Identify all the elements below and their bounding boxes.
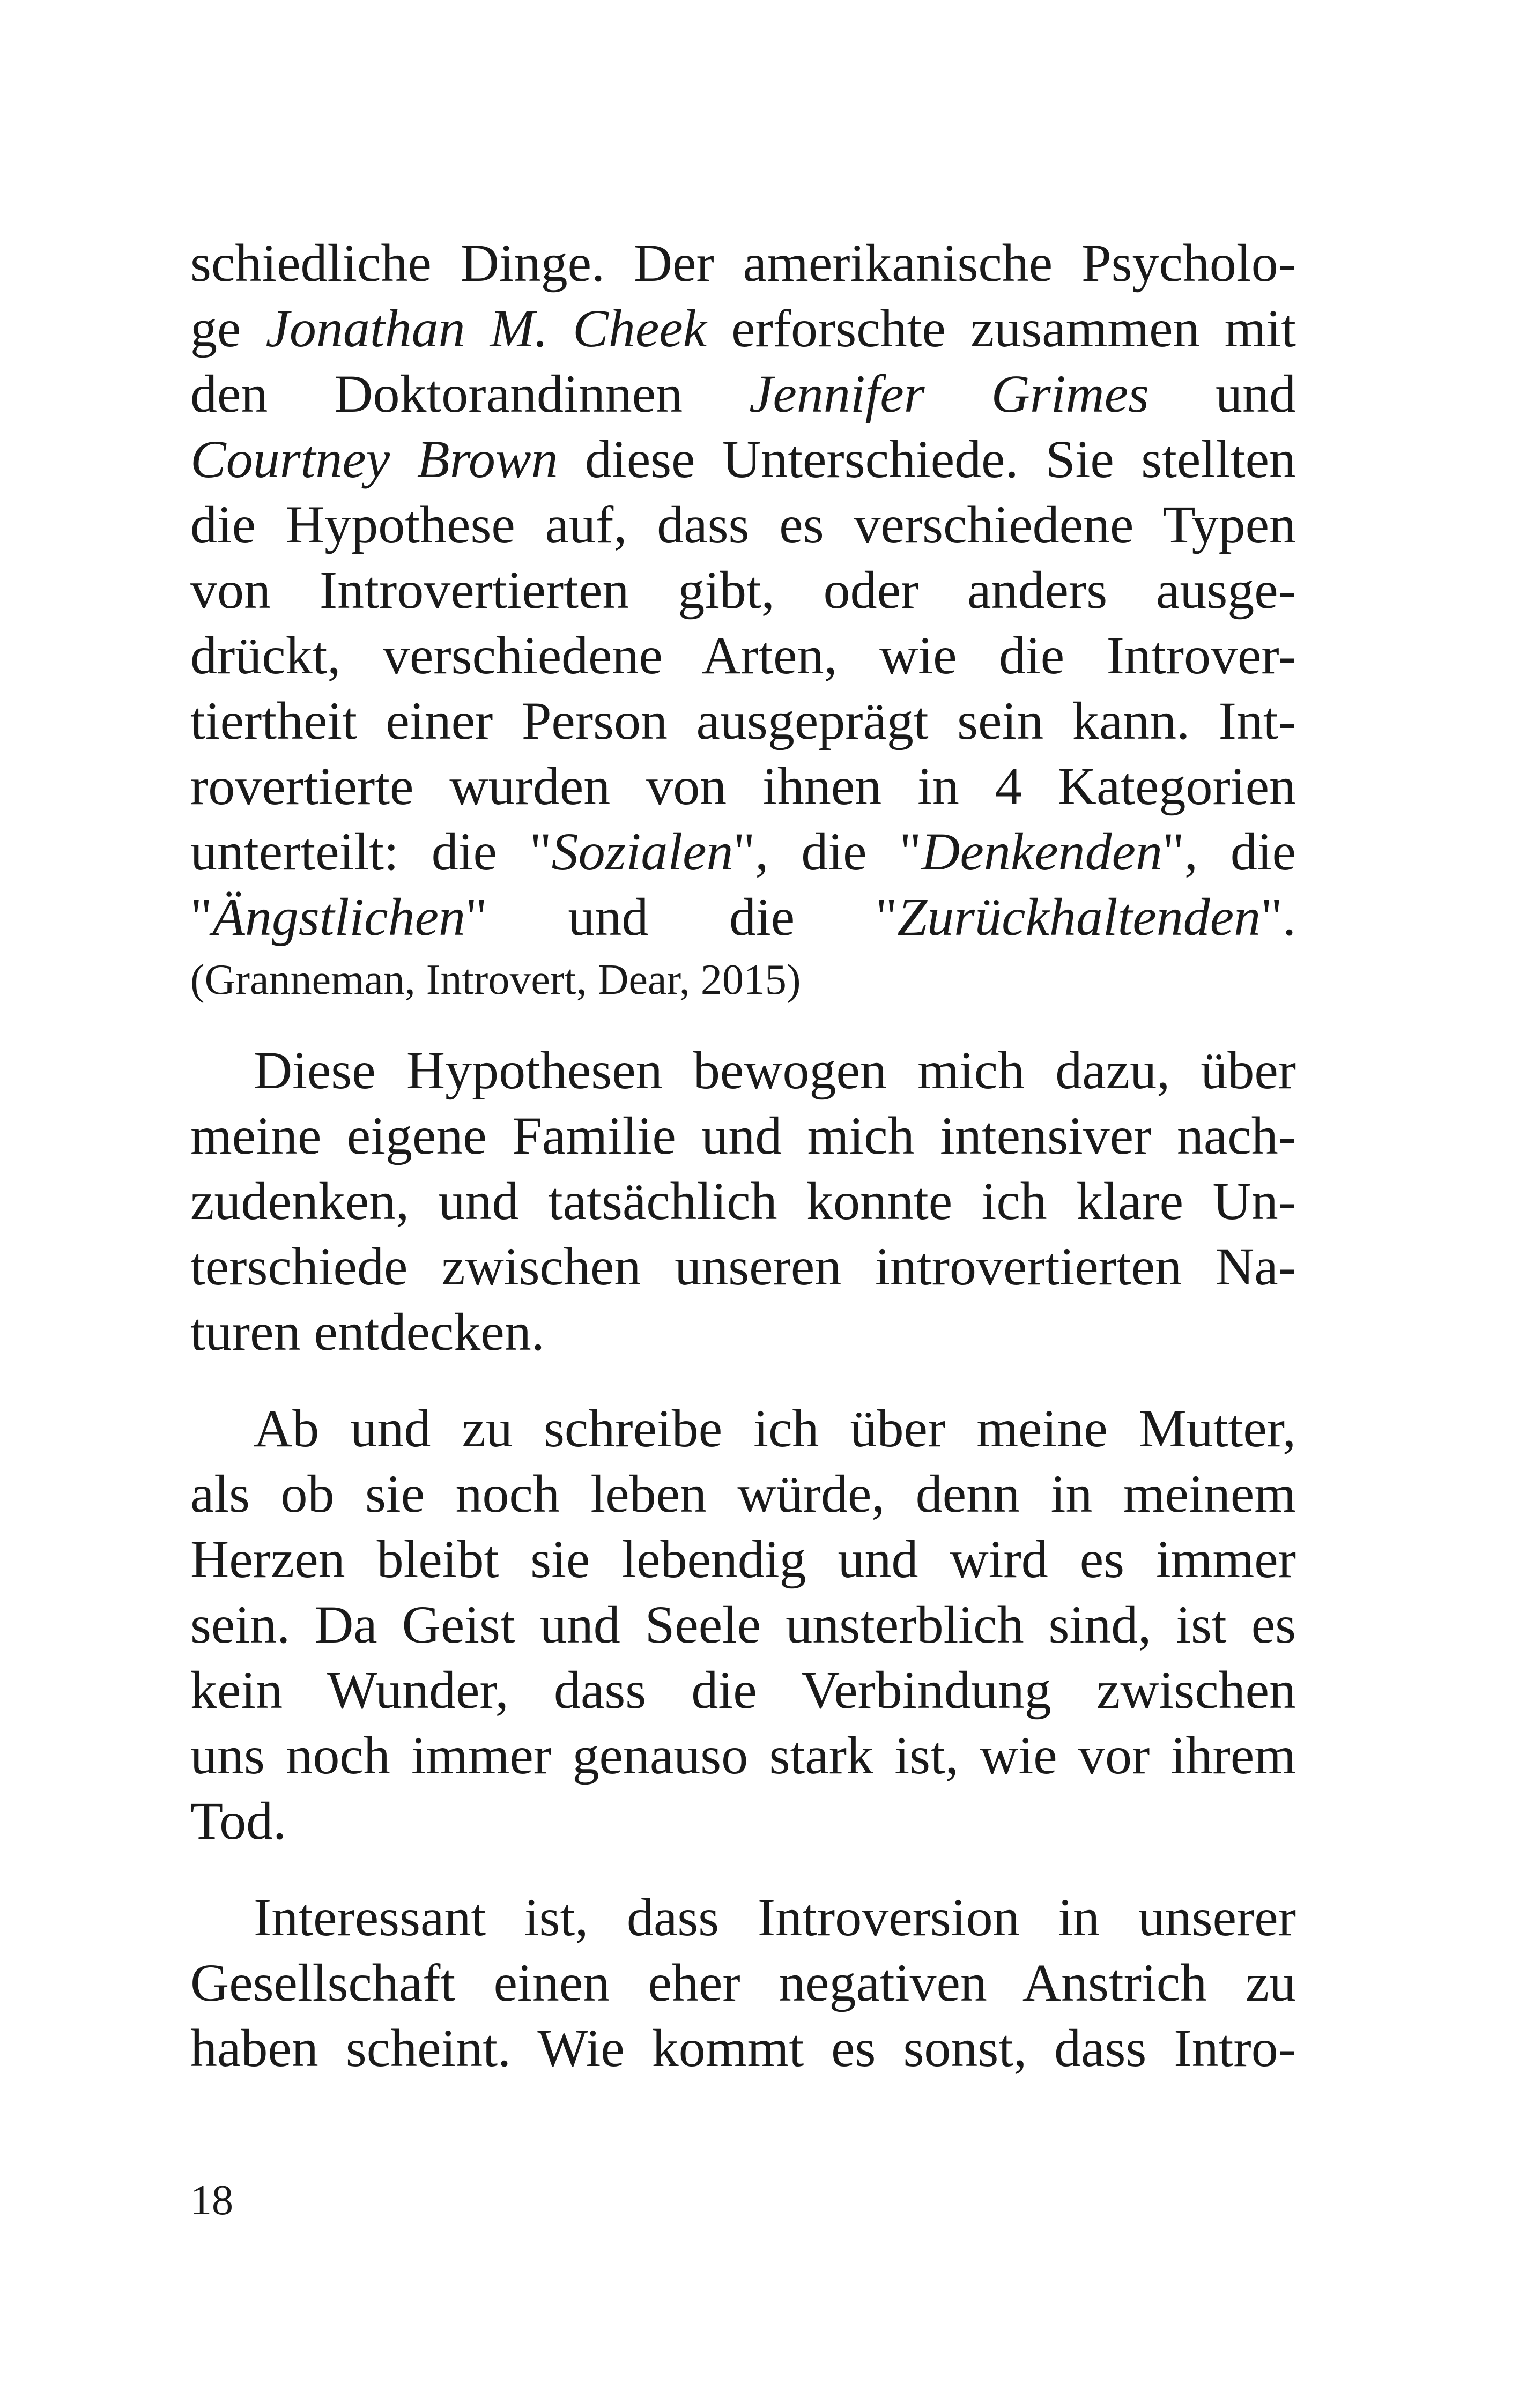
- text-line: Tod.: [190, 1791, 287, 1850]
- text-line: als ob sie noch leben würde, denn in meinem: [190, 1464, 1296, 1523]
- text-line: rovertierte wurden von ihnen in 4 Kategorien: [190, 756, 1296, 816]
- text-line: schiedliche Dinge. Der amerikanische Psycholo-: [190, 233, 1296, 293]
- text-line: turen entdecken.: [190, 1302, 545, 1362]
- text-line: ge Jonathan M. Cheek erforschte zusammen mit: [190, 299, 1296, 358]
- text-line: sein. Da Geist und Seele unsterblich sind, ist es: [190, 1595, 1296, 1654]
- author-name: Courtney Brown: [190, 429, 558, 489]
- category-term: Zurückhaltenden: [897, 887, 1261, 947]
- text-line: "Ängstlichen" und die "Zurückhaltenden".: [190, 887, 1296, 947]
- text-line: meine eigene Familie und mich intensiver nach-: [190, 1106, 1296, 1165]
- text-line: terschiede zwischen unseren introvertierten Na-: [190, 1237, 1296, 1296]
- category-term: Sozialen: [551, 822, 733, 881]
- paragraph: [190, 231, 1296, 1007]
- text-line: unterteilt: die "Sozialen", die "Denkenden", die: [190, 822, 1296, 881]
- text-line: haben scheint. Wie kommt es sonst, dass Intro-: [190, 2018, 1296, 2078]
- text-line: Interessant ist, dass Introversion in unserer: [254, 1887, 1296, 1947]
- citation: (Granneman, Introvert, Dear, 2015): [190, 956, 801, 1004]
- text-line: Ab und zu schreibe ich über meine Mutter,: [254, 1399, 1296, 1458]
- text-line: von Introvertierten gibt, oder anders ausge-: [190, 560, 1296, 620]
- text-line: drückt, verschiedene Arten, wie die Introver-: [190, 626, 1296, 685]
- text-line: zudenken, und tatsächlich konnte ich klare Un-: [190, 1171, 1296, 1231]
- text-line: Courtney Brown diese Unterschiede. Sie stellten: [190, 429, 1296, 489]
- category-term: Denkenden: [921, 822, 1163, 881]
- paragraph: [190, 1396, 1296, 1854]
- author-name: Jennifer Grimes: [749, 364, 1150, 423]
- text-line: Gesellschaft einen eher negativen Anstrich zu: [190, 1953, 1296, 2012]
- text-line: kein Wunder, dass die Verbindung zwischen: [190, 1660, 1296, 1720]
- author-name: Jonathan M. Cheek: [265, 299, 707, 358]
- text-line: Herzen bleibt sie lebendig und wird es immer: [190, 1529, 1296, 1589]
- text-line: den Doktorandinnen Jennifer Grimes und: [190, 364, 1296, 423]
- paragraph: [190, 1038, 1296, 1365]
- page-body: [190, 231, 1296, 2112]
- category-term: Ängstlichen: [212, 887, 465, 947]
- page-number: 18: [190, 2177, 233, 2224]
- text-line: tiertheit einer Person ausgeprägt sein kann. Int-: [190, 691, 1296, 750]
- text-line: uns noch immer genauso stark ist, wie vor ihrem: [190, 1726, 1296, 1785]
- paragraph: [190, 1885, 1296, 2081]
- text-line: Diese Hypothesen bewogen mich dazu, über: [254, 1041, 1296, 1100]
- text-line: die Hypothese auf, dass es verschiedene Typen: [190, 495, 1296, 554]
